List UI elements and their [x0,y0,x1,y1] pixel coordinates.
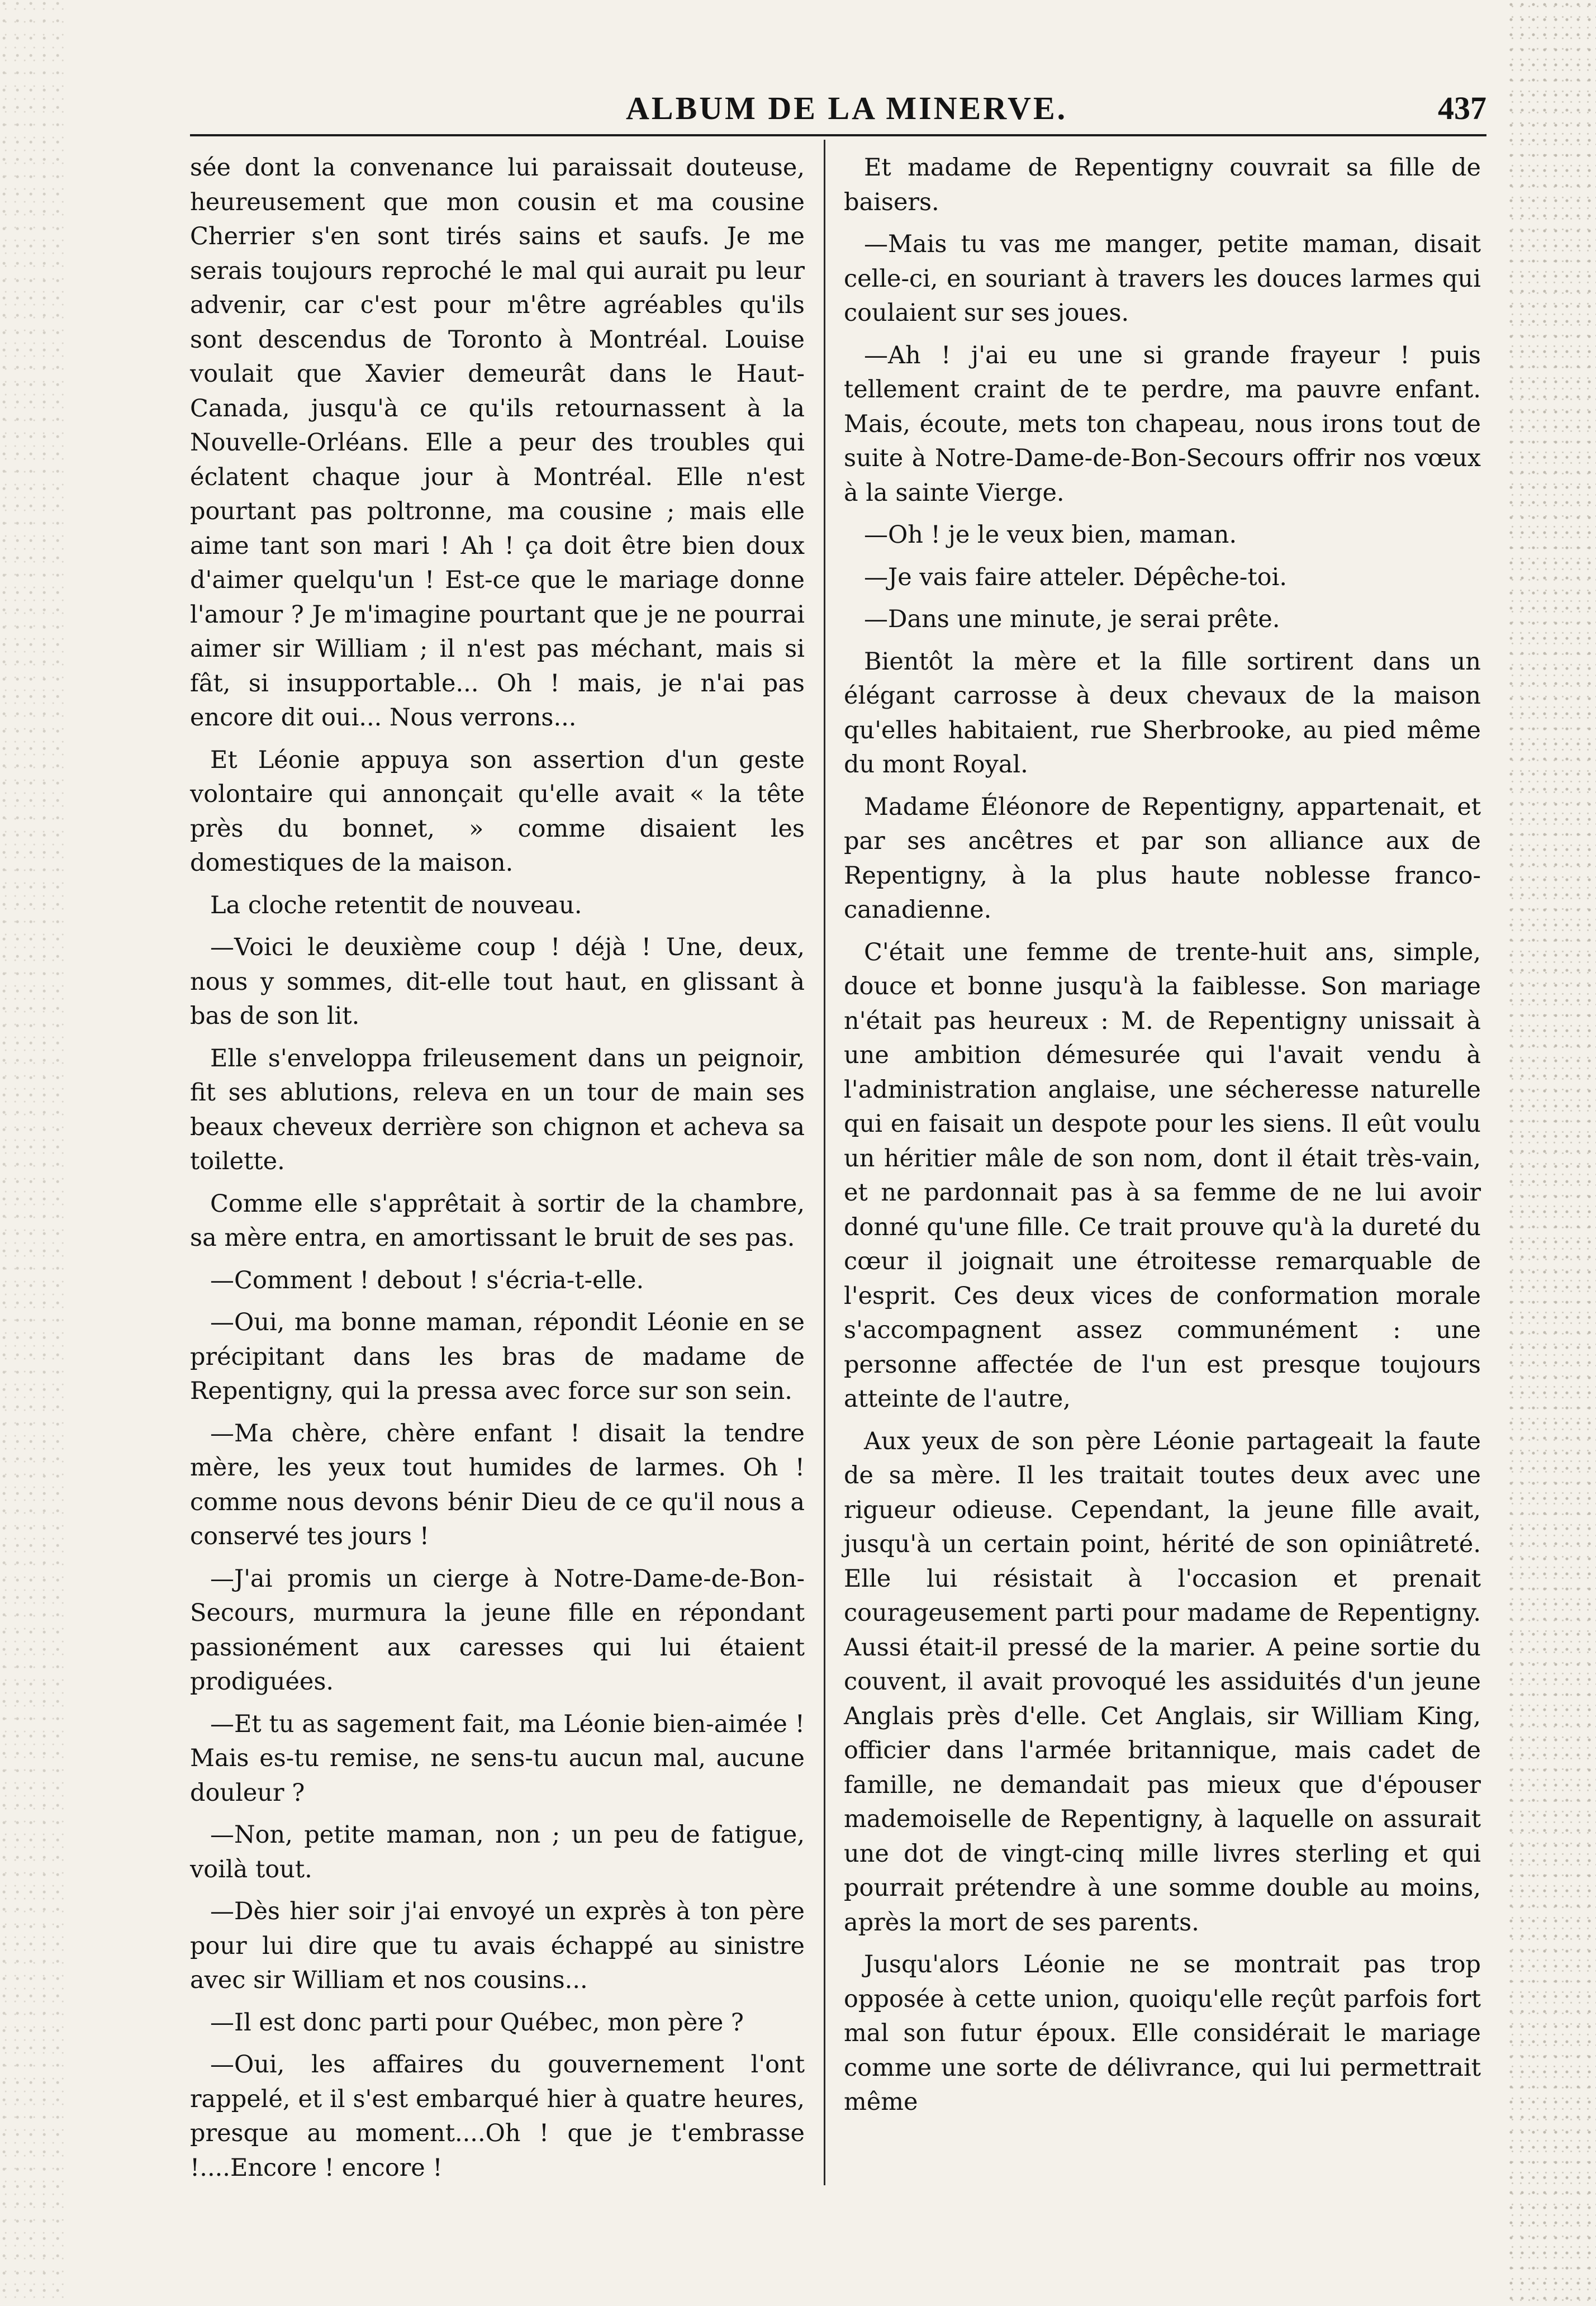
paragraph: —Voici le deuxième coup ! déjà ! Une, deux, nous y sommes, dit-elle tout haut, en glissant à bas de son lit. [190,933,805,1030]
left-column [190,151,805,2193]
paragraph: Et madame de Repentigny couvrait sa fille de baisers. [844,154,1481,216]
paragraph: —Il est donc parti pour Québec, mon père ? [210,2008,744,2037]
paragraph: —Dans une minute, je serai prête. [864,605,1280,633]
scan-edge-right [1507,0,1596,2306]
paragraph: —Oui, les affaires du gouvernement l'ont rappelé, et il s'est embarqué hier à quatre heures, presque au moment....Oh ! que je t'embrasse !....Encore ! encore ! [190,2051,805,2182]
paragraph: Comme elle s'apprêtait à sortir de la chambre, sa mère entra, en amortissant le bruit de ses pas. [190,1189,805,1252]
scan-edge-left [0,0,67,2306]
paragraph: Madame Éléonore de Repentigny, appartenait, et par ses ancêtres et par son alliance aux de Repentigny, à la plus haute noblesse franco-canadienne. [844,793,1481,924]
column-divider [824,140,825,2185]
paragraph: —Je vais faire atteler. Dépêche-toi. [864,563,1287,591]
paragraph: Elle s'enveloppa frileusement dans un peignoir, fit ses ablutions, releva en un tour de main ses beaux cheveux derrière son chignon et acheva sa toilette. [190,1044,805,1175]
paragraph: —Dès hier soir j'ai envoyé un exprès à ton père pour lui dire que tu avais échappé au sinistre avec sir William et nos cousins... [190,1897,805,1994]
paragraph: —Ah ! j'ai eu une si grande frayeur ! puis tellement craint de te perdre, ma pauvre enfant. Mais, écoute, mets ton chapeau, nous irons tout de suite à Notre-Dame-de-Bon-Secours offrir nos vœux à la sainte Vierge. [844,341,1481,507]
paragraph: —Ma chère, chère enfant ! disait la tendre mère, les yeux tout humides de larmes. Oh ! comme nous devons bénir Dieu de ce qu'il nous a conservé tes jours ! [190,1419,805,1550]
paragraph: —Oui, ma bonne maman, répondit Léonie en se précipitant dans les bras de madame de Repentigny, qui la pressa avec force sur son sein. [190,1308,805,1405]
page-header [190,78,1486,140]
paragraph: —Non, petite maman, non ; un peu de fatigue, voilà tout. [190,1821,805,1883]
header-rule [190,134,1486,136]
paragraph: La cloche retentit de nouveau. [210,891,582,919]
paragraph: C'était une femme de trente-huit ans, simple, douce et bonne jusqu'à la faiblesse. Son mariage n'était pas heureux : M. de Repentigny unissait à une ambition démesurée qui l'avait vendu à l'administration anglaise, une sécheresse naturelle qui en faisait un despote pour les siens. Il eût voulu un héritier mâle de son nom, dont il était très-vain, et ne pardonnait pas à sa femme de ne lui avoir donné qu'une fille. Ce trait prouve qu'à la dureté du cœur il joignait une étroitesse remarquable de l'esprit. Ces deux vices de conformation morale s'accompagnent assez communément : une personne affectée de l'un est presque toujours atteinte de l'autre, [844,938,1481,1413]
paragraph: Jusqu'alors Léonie ne se montrait pas trop opposée à cette union, quoiqu'elle reçût parfois fort mal son futur époux. Elle considérait le mariage comme une sorte de délivrance, qui lui permettrait même [844,1951,1481,2116]
paragraph: —Et tu as sagement fait, ma Léonie bien-aimée ! Mais es-tu remise, ne sens-tu aucun mal, aucune douleur ? [190,1710,805,1807]
paragraph: —Oh ! je le veux bien, maman. [864,521,1237,549]
paragraph: Aux yeux de son père Léonie partageait la faute de sa mère. Il les traitait toutes deux avec une rigueur odieuse. Cependant, la jeune fille avait, jusqu'à un certain point, hérité de son opiniâtreté. Elle lui résistait à l'occasion et prenait courageusement parti pour madame de Repentigny. Aussi était-il pressé de la marier. A peine sortie du couvent, il avait provoqué les assiduités d'un jeune Anglais près d'elle. Cet Anglais, sir William King, officier dans l'armée britannique, mais cadet de famille, ne demandait pas mieux que d'épouser mademoiselle de Repentigny, à laquelle on assurait une dot de vingt-cinq mille livres sterling et qui pourrait prétendre à une somme double au moins, après la mort de ses parents. [844,1427,1481,1937]
paragraph: Bientôt la mère et la fille sortirent dans un élégant carrosse à deux chevaux de la maison qu'elles habitaient, rue Sherbrooke, au pied même du mont Royal. [844,647,1481,779]
paragraph: sée dont la convenance lui paraissait douteuse, heureusement que mon cousin et ma cousine Cherrier s'en sont tirés sains et saufs. Je me serais toujours reproché le mal qui aurait pu leur advenir, car c'est pour m'être agréables qu'ils sont descendus de Toronto à Montréal. Louise voulait que Xavier demeurât dans le Haut-Canada, jusqu'à ce qu'ils retournassent à la Nouvelle-Orléans. Elle a peur des troubles qui éclatent chaque jour à Montréal. Elle n'est pourtant pas poltronne, ma cousine ; mais elle aime tant son mari ! Ah ! ça doit être bien doux d'aimer quelqu'un ! Est-ce que le mariage donne l'amour ? Je m'imagine pourtant que je ne pourrai aimer sir William ; il n'est pas méchant, mais si fât, si insupportable... Oh ! mais, je n'ai pas encore dit oui... Nous verrons... [190,154,805,732]
paragraph: —Comment ! debout ! s'écria-t-elle. [210,1266,644,1294]
page-number: 437 [1438,90,1486,126]
paragraph: —J'ai promis un cierge à Notre-Dame-de-Bon-Secours, murmura la jeune fille en répondant passionément aux caresses qui lui étaient prodiguées. [190,1564,805,1696]
paragraph: Et Léonie appuya son assertion d'un geste volontaire qui annonçait qu'elle avait « la tête près du bonnet, » comme disaient les domestiques de la maison. [190,746,805,877]
right-column [844,151,1481,2128]
paragraph: —Mais tu vas me manger, petite maman, disait celle-ci, en souriant à travers les douces larmes qui coulaient sur ses joues. [844,230,1481,327]
running-title: ALBUM DE LA MINERVE. [626,90,1068,126]
